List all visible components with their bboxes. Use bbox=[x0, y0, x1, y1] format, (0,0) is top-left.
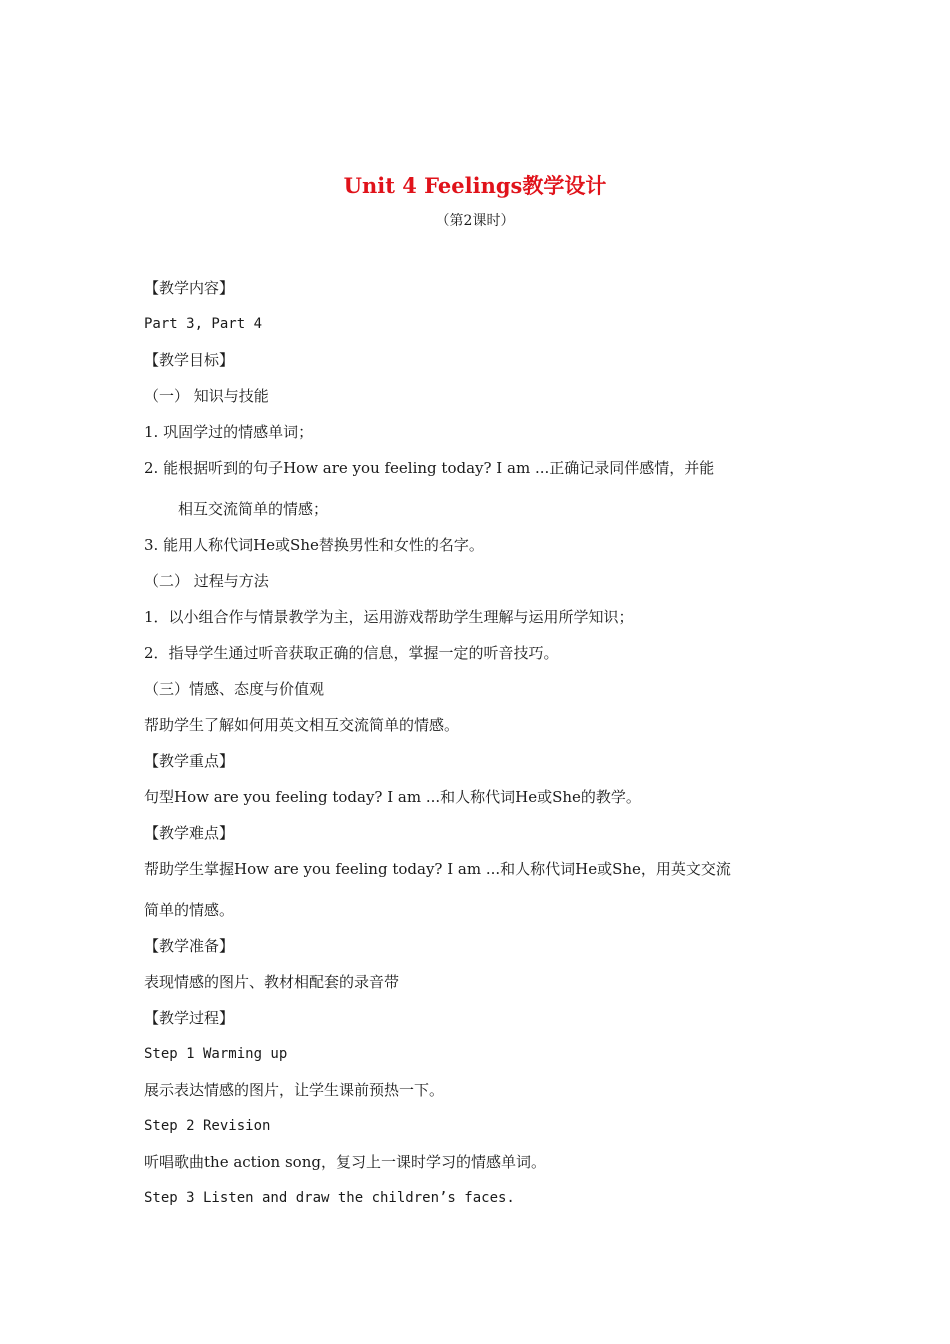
document-body bbox=[144, 270, 814, 1216]
list-item-2: 2. 能根据听到的句子How are you feeling today? I am ...正确记录同伴感情，并能 bbox=[144, 459, 715, 477]
section-heading-key-points: 【教学重点】 bbox=[144, 752, 235, 770]
subheading-attitude-values: （三）情感、态度与价值观 bbox=[144, 680, 325, 698]
list-item-3: 3. 能用人称代词He或She替换男性和女性的名字。 bbox=[144, 536, 484, 554]
section-heading-preparation: 【教学准备】 bbox=[144, 937, 235, 955]
section-heading-procedure: 【教学过程】 bbox=[144, 1009, 235, 1027]
step-1-heading: Step 1 Warming up bbox=[144, 1046, 288, 1062]
difficulties-text: 帮助学生掌握How are you feeling today? I am ...和人称代词He或She，用英文交流 bbox=[144, 860, 731, 878]
section-heading-difficulties: 【教学难点】 bbox=[144, 824, 235, 842]
method-item-1: 1．以小组合作与情景教学为主，运用游戏帮助学生理解与运用所学知识； bbox=[144, 608, 634, 626]
subheading-knowledge-skills: （一） 知识与技能 bbox=[144, 387, 269, 405]
difficulties-text-continued: 简单的情感。 bbox=[144, 901, 235, 919]
document-subtitle: （第2课时） bbox=[435, 213, 515, 229]
method-item-2: 2．指导学生通过听音获取正确的信息，掌握一定的听音技巧。 bbox=[144, 644, 559, 662]
list-item-2-continued: 相互交流简单的情感； bbox=[178, 500, 329, 518]
step-1-text: 展示表达情感的图片，让学生课前预热一下。 bbox=[144, 1081, 445, 1099]
section-heading-content: 【教学内容】 bbox=[144, 279, 235, 297]
subheading-process-methods: （二） 过程与方法 bbox=[144, 572, 269, 590]
attitude-text: 帮助学生了解如何用英文相互交流简单的情感。 bbox=[144, 716, 460, 734]
list-item-1: 1. 巩固学过的情感单词； bbox=[144, 423, 314, 441]
section-heading-objectives: 【教学目标】 bbox=[144, 351, 235, 369]
document-title: Unit 4 Feelings教学设计 bbox=[343, 173, 607, 198]
step-2-heading: Step 2 Revision bbox=[144, 1118, 271, 1134]
key-points-text: 句型How are you feeling today? I am ...和人称代词He或She的教学。 bbox=[144, 788, 641, 806]
body-line-parts: Part 3, Part 4 bbox=[144, 316, 263, 332]
step-2-text: 听唱歌曲the action song，复习上一课时学习的情感单词。 bbox=[144, 1153, 546, 1171]
step-3-heading: Step 3 Listen and draw the children’s faces. bbox=[144, 1190, 515, 1206]
preparation-text: 表现情感的图片、教材相配套的录音带 bbox=[144, 973, 400, 991]
